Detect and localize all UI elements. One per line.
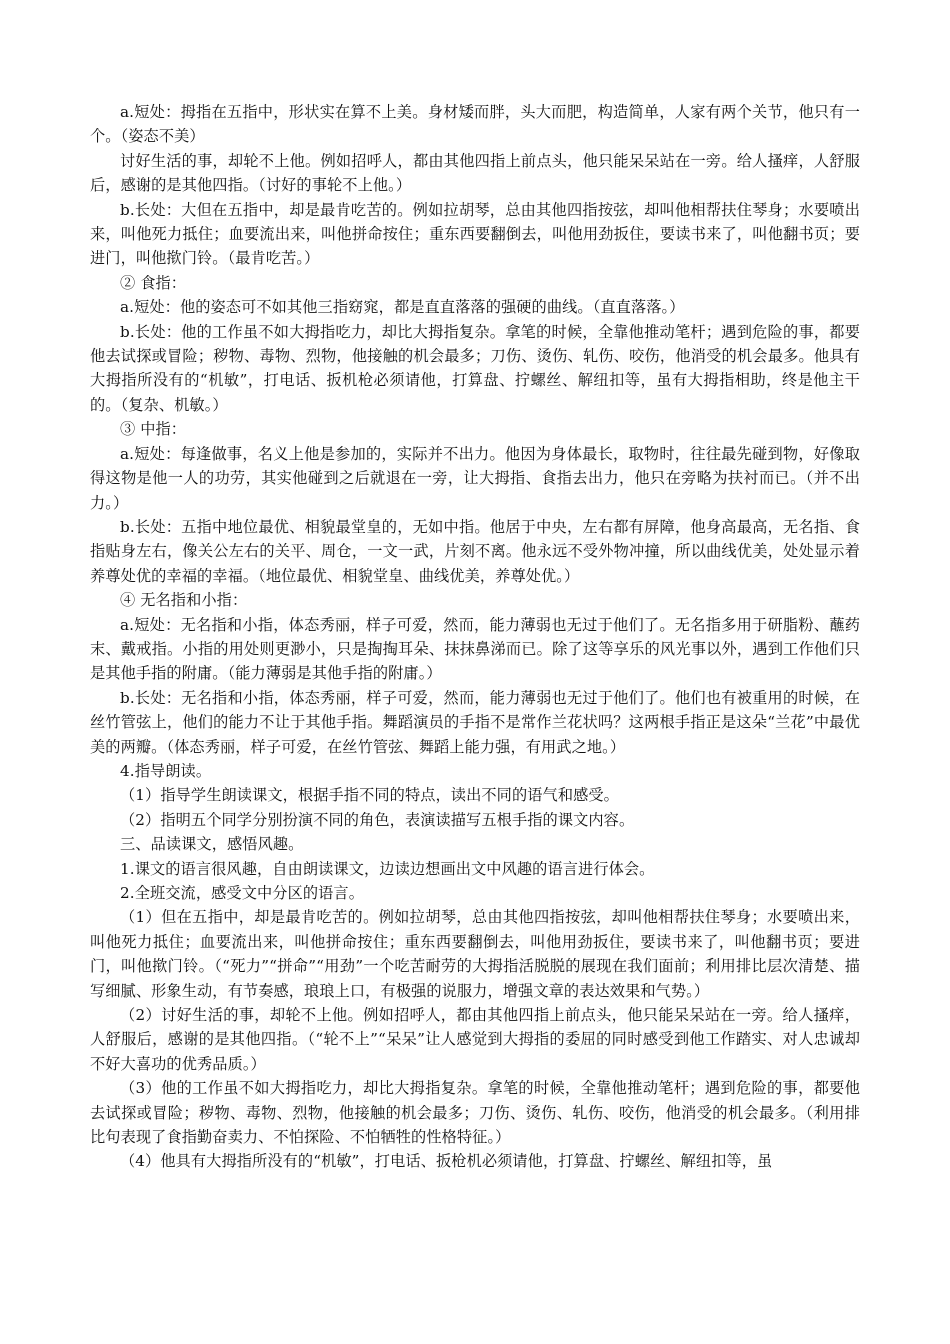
heading-section-three: 三、品读课文，感悟风趣。	[120, 835, 304, 854]
paragraph-index-short: a.短处：他的姿态可不如其他三指窈窕，都是直直落落的强硬的曲线。（直直落落。）	[120, 298, 685, 317]
paragraph-middle-short: a.短处：每逢做事，名义上他是参加的，实际并不出力。他因为身体最长，取物时，往往最先碰到物，好像取得这物是他一人的功劳，其实他碰到之后就退在一旁，让大拇指、食指去出力，他只在旁略为扶衬而已。（并不出力。）	[90, 444, 860, 512]
paragraph-analysis-2: （2）讨好生活的事，却轮不上他。例如招呼人，都由其他四指上前点头，他只能呆呆站在一旁。给人搔痒，人舒服后，感谢的是其他四指。（“轮不上”“呆呆”让人感觉到大拇指的委屈的同时感受到他工作踏实、对人忠诚却不好大喜功的优秀品质。）	[90, 1006, 860, 1073]
paragraph-thumb-flattery: 讨好生活的事，却轮不上他。例如招呼人，都由其他四指上前点头，他只能呆呆站在一旁。给人搔痒，人舒服后，感谢的是其他四指。（讨好的事轮不上他。）	[90, 151, 860, 195]
paragraph-analysis-3: （3）他的工作虽不如大拇指吃力，却比大拇指复杂。拿笔的时候，全靠他推动笔杆；遇到危险的事，都要他去试探或冒险；秽物、毒物、烈物，他接触的机会最多；刀伤、烫伤、轧伤、咬伤，他消受的机会最多。（利用排比句表现了食指勤奋卖力、不怕探险、不怕牺牲的性格特征。）	[90, 1079, 860, 1147]
paragraph-thumb-short: a.短处：拇指在五指中，形状实在算不上美。身材矮而胖，头大而肥，构造简单，人家有两个关节，他只有一个。（姿态不美）	[90, 103, 860, 146]
heading-guided-reading: 4.指导朗读。	[120, 761, 212, 780]
paragraph-analysis-4: （4）他具有大拇指所没有的“机敏”，打电话、扳枪机必须请他，打算盘、拧螺丝、解纽扣等，虽	[120, 1152, 773, 1171]
paragraph-middle-long: b.长处：五指中地位最优、相貌最堂皇的，无如中指。他居于中央，左右都有屏障，他身高最高，无名指、食指贴身左右，像关公左右的关平、周仓，一文一武，片刻不离。他永远不受外物冲撞，所以曲线优美，处处显示着养尊处优的幸福的幸福。（地位最优、相貌堂皇、曲线优美，养尊处优。）	[90, 517, 860, 585]
paragraph-index-long: b.长处：他的工作虽不如大拇指吃力，却比大拇指复杂。拿笔的时候，全靠他推动笔杆；遇到危险的事，都要他去试探或冒险；秽物、毒物、烈物，他接触的机会最多；刀伤、烫伤、轧伤、咬伤，他消受的机会最多。他具有大拇指所没有的“机敏”，打电话、扳机枪必须请他，打算盘、拧螺丝、解纽扣等，虽有大拇指相助，终是他主干的。（复杂、机敏。）	[90, 322, 860, 414]
paragraph-ring-little-short: a.短处：无名指和小指，体态秀丽，样子可爱，然而，能力薄弱也无过于他们了。无名指多用于研脂粉、蘸药末、戴戒指。小指的用处则更渺小，只是掏掏耳朵、抹抹鼻涕而已。除了这等享乐的风光事以外，遇到工作他们只是其他手指的附庸。（能力薄弱是其他手指的附庸。）	[90, 615, 860, 683]
paragraph-analysis-1: （1）但在五指中，却是最肯吃苦的。例如拉胡琴，总由其他四指按弦，却叫他相帮扶住琴身；水要喷出来，叫他死力抵住；血要流出来，叫他拼命按住；重东西要翻倒去，叫他用劲扳住，要读书来了，叫他翻书页；要进门，叫他揿门铃。（“死力”“拼命”“用劲”一个吃苦耐劳的大拇指活脱脱的展现在我们面前；利用排比层次清楚、描写细腻、形象生动，有节奏感，琅琅上口，有极强的说服力，增强文章的表达效果和气势。）	[90, 908, 860, 1000]
paragraph-reading-1: （1）指导学生朗读课文，根据手指不同的特点，读出不同的语气和感受。	[120, 786, 619, 805]
paragraph-step-1: 1.课文的语言很风趣，自由朗读课文，边读边想画出文中风趣的语言进行体会。	[120, 859, 655, 878]
heading-ring-little-finger: ④ 无名指和小指：	[120, 591, 248, 610]
paragraph-reading-2: （2）指明五个同学分别扮演不同的角色，表演读描写五根手指的课文内容。	[120, 810, 635, 829]
paragraph-step-2: 2.全班交流，感受文中分区的语言。	[120, 884, 365, 902]
heading-index-finger: ② 食指：	[120, 273, 187, 292]
document-page	[90, 100, 860, 1174]
paragraph-thumb-long: b.长处：大但在五指中，却是最肯吃苦的。例如拉胡琴，总由其他四指按弦，却叫他相帮扶住琴身；水要喷出来，叫他死力抵住；血要流出来，叫他拼命按住；重东西要翻倒去，叫他用劲扳住，要读书来了，叫他翻书页；要进门，叫他揿门铃。（最肯吃苦。）	[90, 200, 860, 268]
heading-middle-finger: ③ 中指：	[120, 420, 187, 439]
paragraph-ring-little-long: b.长处：无名指和小指，体态秀丽，样子可爱，然而，能力薄弱也无过于他们了。他们也有被重用的时候，在丝竹管弦上，他们的能力不让于其他手指。舞蹈演员的手指不是常作兰花状吗？这两根手指正是这朵“兰花”中最优美的两瓣。（体态秀丽，样子可爱，在丝竹管弦、舞蹈上能力强，有用武之地。）	[90, 688, 860, 756]
